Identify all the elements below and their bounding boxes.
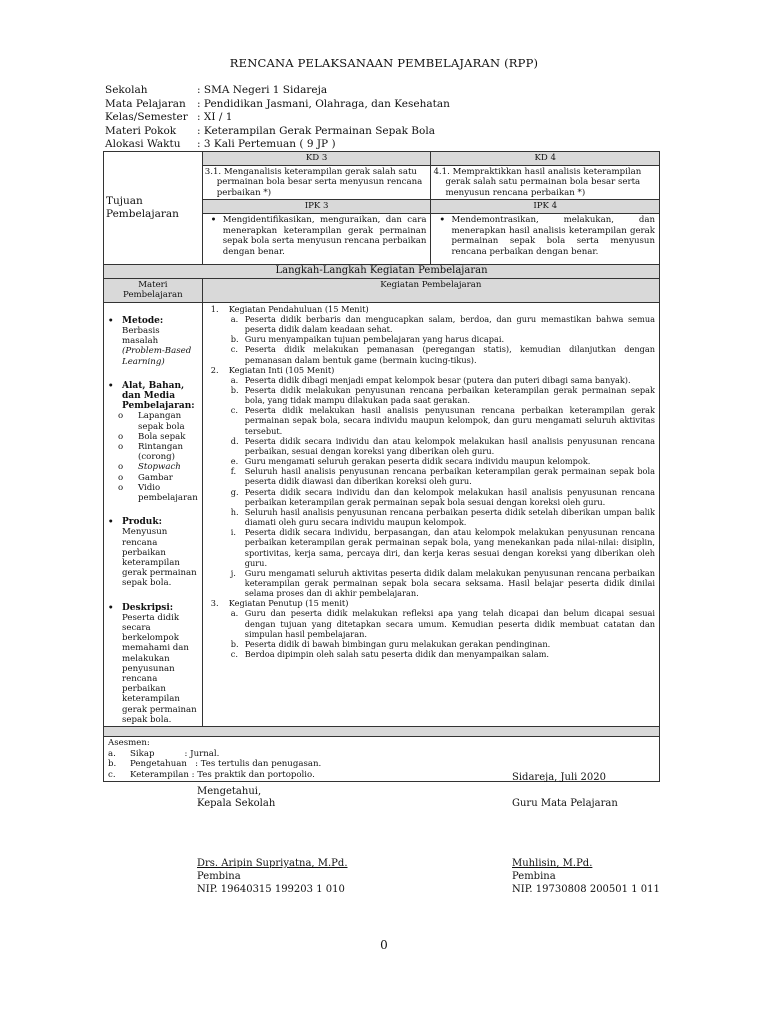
item-letter: c.	[230, 405, 238, 416]
page-number: 0	[380, 938, 388, 952]
tujuan-label: Tujuan Pembelajaran	[106, 194, 179, 220]
item-text: Peserta didik melakukan hasil analisis penyusunan rencana perbaikan keterampilan gerak permainan sepak bola, secara individu maupun kelompok, dan guru mengamati seluruh aktivitas tersebut.	[244, 405, 655, 436]
identity-value: : 3 Kali Pertemuan ( 9 JP )	[197, 138, 336, 151]
section-title: Kegiatan Penutup (15 menit)	[228, 598, 349, 609]
circle-bullet-icon: o	[118, 482, 124, 493]
identity-key: Sekolah	[105, 84, 148, 96]
identity-value: : SMA Negeri 1 Sidareja	[197, 84, 328, 96]
separator-row	[104, 727, 660, 737]
metode-italic-text: (Problem-Based Learning)	[122, 346, 192, 367]
document-title: RENCANA PELAKSANAAN PEMBELAJARAN (RPP)	[229, 56, 539, 70]
guru-label: Guru Mata Pelajaran	[512, 798, 618, 809]
bullet-icon: •	[108, 517, 114, 528]
ipk3-header: IPK 3	[202, 200, 431, 214]
item-text: Guru mengamati seluruh aktivitas peserta didik dalam melakukan penyusunan rencana perbaikan keterampilan gerak permainan sepak bola secara seksama. Hasil belajar peserta didik dinilai selama proses dan di akhir pembelajaran.	[244, 567, 655, 599]
place-date: Sidareja, Juli 2020	[512, 772, 607, 783]
kegiatan-item	[207, 375, 655, 385]
item-text: Peserta didik melakukan pemanasan (peregangan statis), kemudian dilanjutkan dengan pemanasan dalam bentuk game (bermain kucing-tikus).	[244, 344, 655, 365]
kepala-label: Kepala Sekolah	[197, 798, 276, 809]
produk-title: Produk:	[122, 517, 162, 528]
kegiatan-item	[207, 314, 655, 334]
item-text: Seluruh hasil analisis penyusunan rencana perbaikan keterampilan gerak permainan sepak bola peserta didik diawasi dan diberikan koreksi oleh guru.	[244, 466, 655, 487]
alat-title: Alat, Bahan, dan Media Pembelajaran:	[122, 380, 195, 412]
identity-row	[105, 138, 450, 152]
bullet-icon: •	[108, 602, 114, 613]
item-text: Guru dan peserta didik melakukan refleksi apa yang telah dicapai dan belum dicapai sesuai dengan tujuan yang ditetapkan secara umum. Kemudian peserta didik membuat catatan dan simpulan hasil pembelajaran.	[244, 608, 655, 639]
materi-cell	[104, 302, 203, 726]
identity-block	[105, 84, 450, 152]
item-letter: a.	[230, 313, 239, 324]
item-letter: f.	[230, 466, 237, 477]
alat-block	[108, 381, 198, 503]
item-letter: i.	[230, 527, 236, 538]
item-letter: a.	[230, 374, 239, 385]
alat-item: o Stopwach	[118, 462, 181, 473]
section-number: 1.	[210, 303, 219, 314]
metode-text: Berbasis masalah	[122, 325, 160, 347]
kd3-text: 3.1. Menganalisis keterampilan gerak salah satu permainan bola besar serta menyusun rencana perbaikan *)	[202, 165, 431, 200]
circle-bullet-icon: o	[118, 411, 124, 422]
alat-item: o Vidio pembelajaran	[118, 482, 198, 503]
identity-row	[105, 84, 450, 98]
circle-bullet-icon: o	[118, 431, 124, 442]
langkah-header: Langkah-Langkah Kegiatan Pembelajaran	[104, 264, 660, 278]
kegiatan-header: Kegiatan Pembelajaran	[202, 278, 659, 302]
kegiatan-item	[207, 507, 655, 527]
guru-nip: NIP. 19730808 200501 1 011	[512, 884, 660, 895]
alat-item: o Gambar	[118, 472, 173, 483]
item-text: Peserta didik secara individu dan atau kelompok melakukan hasil analisis penyusunan rencana perbaikan, sesuai dengan koreksi yang diberikan oleh guru.	[244, 435, 655, 456]
bullet-icon: •	[108, 380, 114, 391]
item-letter: c.	[230, 649, 238, 660]
circle-bullet-icon: o	[118, 441, 124, 452]
produk-text: Menyusun rencana perbaikan keterampilan gerak permainan sepak bola.	[122, 527, 197, 589]
identity-row	[105, 98, 450, 112]
item-letter: g.	[230, 486, 239, 497]
kegiatan-item	[207, 405, 655, 435]
identity-key: Materi Pokok	[105, 124, 177, 137]
kd4-header: KD 4	[431, 152, 660, 166]
item-text: Guru menyampaikan tujuan pembelajaran yang harus dicapai.	[244, 334, 505, 345]
kegiatan-section	[207, 304, 655, 314]
kepala-nip: NIP. 19640315 199203 1 010	[197, 884, 345, 895]
item-letter: d.	[230, 435, 239, 446]
kegiatan-item	[207, 527, 655, 568]
alat-item: o Bola sepak	[118, 431, 186, 442]
bullet-icon: •	[108, 315, 114, 326]
guru-rank: Pembina	[512, 871, 556, 882]
kegiatan-section	[207, 365, 655, 375]
kegiatan-item	[207, 456, 655, 466]
asesmen-row: c. Keterampilan : Tes praktik dan portopolio.	[108, 769, 315, 780]
kd3-header: KD 3	[202, 152, 431, 166]
kegiatan-item	[207, 568, 655, 598]
ipk4-text: • Mendemontrasikan, melakukan, dan menerapkan hasil analisis keterampilan gerak permainan sepak bola serta menyusun rencana perbaikan dengan benar.	[451, 215, 655, 257]
asesmen-title: Asesmen:	[108, 738, 150, 749]
identity-row	[105, 111, 450, 125]
kegiatan-cell	[202, 302, 659, 726]
item-text: Peserta didik dibagi menjadi empat kelompok besar (putera dan puteri dibagi sama banyak).	[244, 374, 631, 385]
identity-key: Alokasi Waktu	[105, 138, 181, 151]
kegiatan-item	[207, 608, 655, 638]
identity-row	[105, 125, 450, 139]
identity-value: : Keterampilan Gerak Permainan Sepak Bola	[197, 124, 435, 137]
kegiatan-item	[207, 436, 655, 456]
kegiatan-item	[207, 385, 655, 405]
identity-key: Mata Pelajaran	[105, 97, 186, 110]
materi-header: Materi Pembelajaran	[104, 278, 203, 302]
ipk4-header: IPK 4	[431, 200, 660, 214]
alat-item: o Lapangan sepak bola	[118, 411, 185, 432]
section-title: Kegiatan Pendahuluan (15 Menit)	[228, 303, 369, 314]
mengetahui-label: Mengetahui,	[197, 786, 262, 797]
ipk3-text: • Mengidentifikasikan, menguraikan, dan cara menerapkan keterampilan gerak permainan sepak bola serta menyusun rencana perbaikan dengan benar.	[223, 215, 427, 257]
rpp-table	[103, 151, 660, 782]
kegiatan-item	[207, 466, 655, 486]
kegiatan-item	[207, 334, 655, 344]
metode-title: Metode:	[122, 315, 164, 326]
item-letter: h.	[230, 506, 239, 517]
item-text: Peserta didik secara individu, berpasangan, dan atau kelompok melakukan penyusunan rencana perbaikan keterampilan gerak permainan sepak bola, yang menekankan pada nilai-nilai: disiplin, sportivitas, kerja sama, percaya diri, dan kerja keras sesuai dengan koreksi yang diberikan oleh guru.	[244, 527, 655, 568]
item-letter: j.	[230, 567, 236, 578]
section-title: Kegiatan Inti (105 Menit)	[228, 364, 335, 375]
kepala-rank: Pembina	[197, 871, 241, 882]
item-letter: e.	[230, 456, 239, 467]
item-text: Peserta didik secara individu dan dan kelompok melakukan hasil analisis penyusunan rencana perbaikan keterampilan gerak permainan sepak bola sesuai dengan koreksi oleh guru.	[244, 486, 655, 507]
ipk4-cell	[431, 213, 660, 264]
item-text: Peserta didik berbaris dan mengucapkan salam, berdoa, dan guru memastikan bahwa semua peserta didik dalam keadaan sehat.	[244, 313, 655, 335]
item-letter: a.	[230, 608, 239, 619]
identity-value: : XI / 1	[197, 111, 233, 124]
circle-bullet-icon: o	[118, 472, 124, 483]
identity-key: Kelas/Semester	[105, 111, 188, 124]
kegiatan-item	[207, 344, 655, 364]
kegiatan-item	[207, 639, 655, 649]
item-letter: b.	[230, 638, 239, 649]
kegiatan-section	[207, 598, 655, 608]
kepala-name: Drs. Aripin Supriyatna, M.Pd.	[197, 858, 348, 869]
section-number: 2.	[210, 364, 219, 375]
alat-item: o Rintangan (corong)	[118, 441, 184, 463]
kd4-text: 4.1. Mempraktikkan hasil analisis keterampilan gerak salah satu permainan bola besar serta menyusun rencana perbaikan *)	[431, 165, 660, 200]
item-letter: b.	[230, 385, 239, 395]
item-text: Peserta didik melakukan penyusunan rencana perbaikan keterampilan gerak permainan sepak bola, yang tidak mampu dilakukan pada saat gerakan.	[244, 385, 655, 406]
item-text: Guru mengamati seluruh gerakan peserta didik secara individu maupun kelompok.	[244, 456, 591, 467]
identity-value: : Pendidikan Jasmani, Olahraga, dan Kesehatan	[197, 97, 450, 110]
item-letter: b.	[230, 334, 239, 345]
ipk3-cell	[202, 213, 431, 264]
kegiatan-item	[207, 649, 655, 659]
item-text: Seluruh hasil analisis penyusunan rencana perbaikan peserta didik setelah diberikan umpan balik diamati oleh guru secara individu maupun kelompok.	[244, 506, 655, 528]
deskripsi-text: Peserta didik secara berkelompok memahami dan melakukan penyusunan rencana perbaikan keterampilan gerak permainan sepak bola.	[122, 612, 197, 725]
item-letter: c.	[230, 344, 238, 355]
item-text: Berdoa dipimpin oleh salah satu peserta didik dan menyampaikan salam.	[244, 649, 550, 660]
deskripsi-block	[108, 603, 198, 725]
item-text: Peserta didik di bawah bimbingan guru melakukan gerakan pendinginan.	[244, 638, 551, 649]
guru-name: Muhlisin, M.Pd.	[512, 858, 593, 869]
asesmen-row: b. Pengetahuan : Tes tertulis dan penugasan.	[108, 759, 322, 770]
produk-block	[108, 517, 198, 588]
kegiatan-item	[207, 487, 655, 507]
asesmen-row: a. Sikap : Jurnal.	[108, 748, 220, 759]
section-number: 3.	[210, 598, 219, 609]
metode-italic	[122, 346, 198, 366]
tujuan-label-cell	[104, 152, 203, 265]
deskripsi-title: Deskripsi:	[122, 602, 174, 613]
metode-block	[108, 316, 198, 367]
circle-bullet-icon: o	[118, 462, 124, 473]
